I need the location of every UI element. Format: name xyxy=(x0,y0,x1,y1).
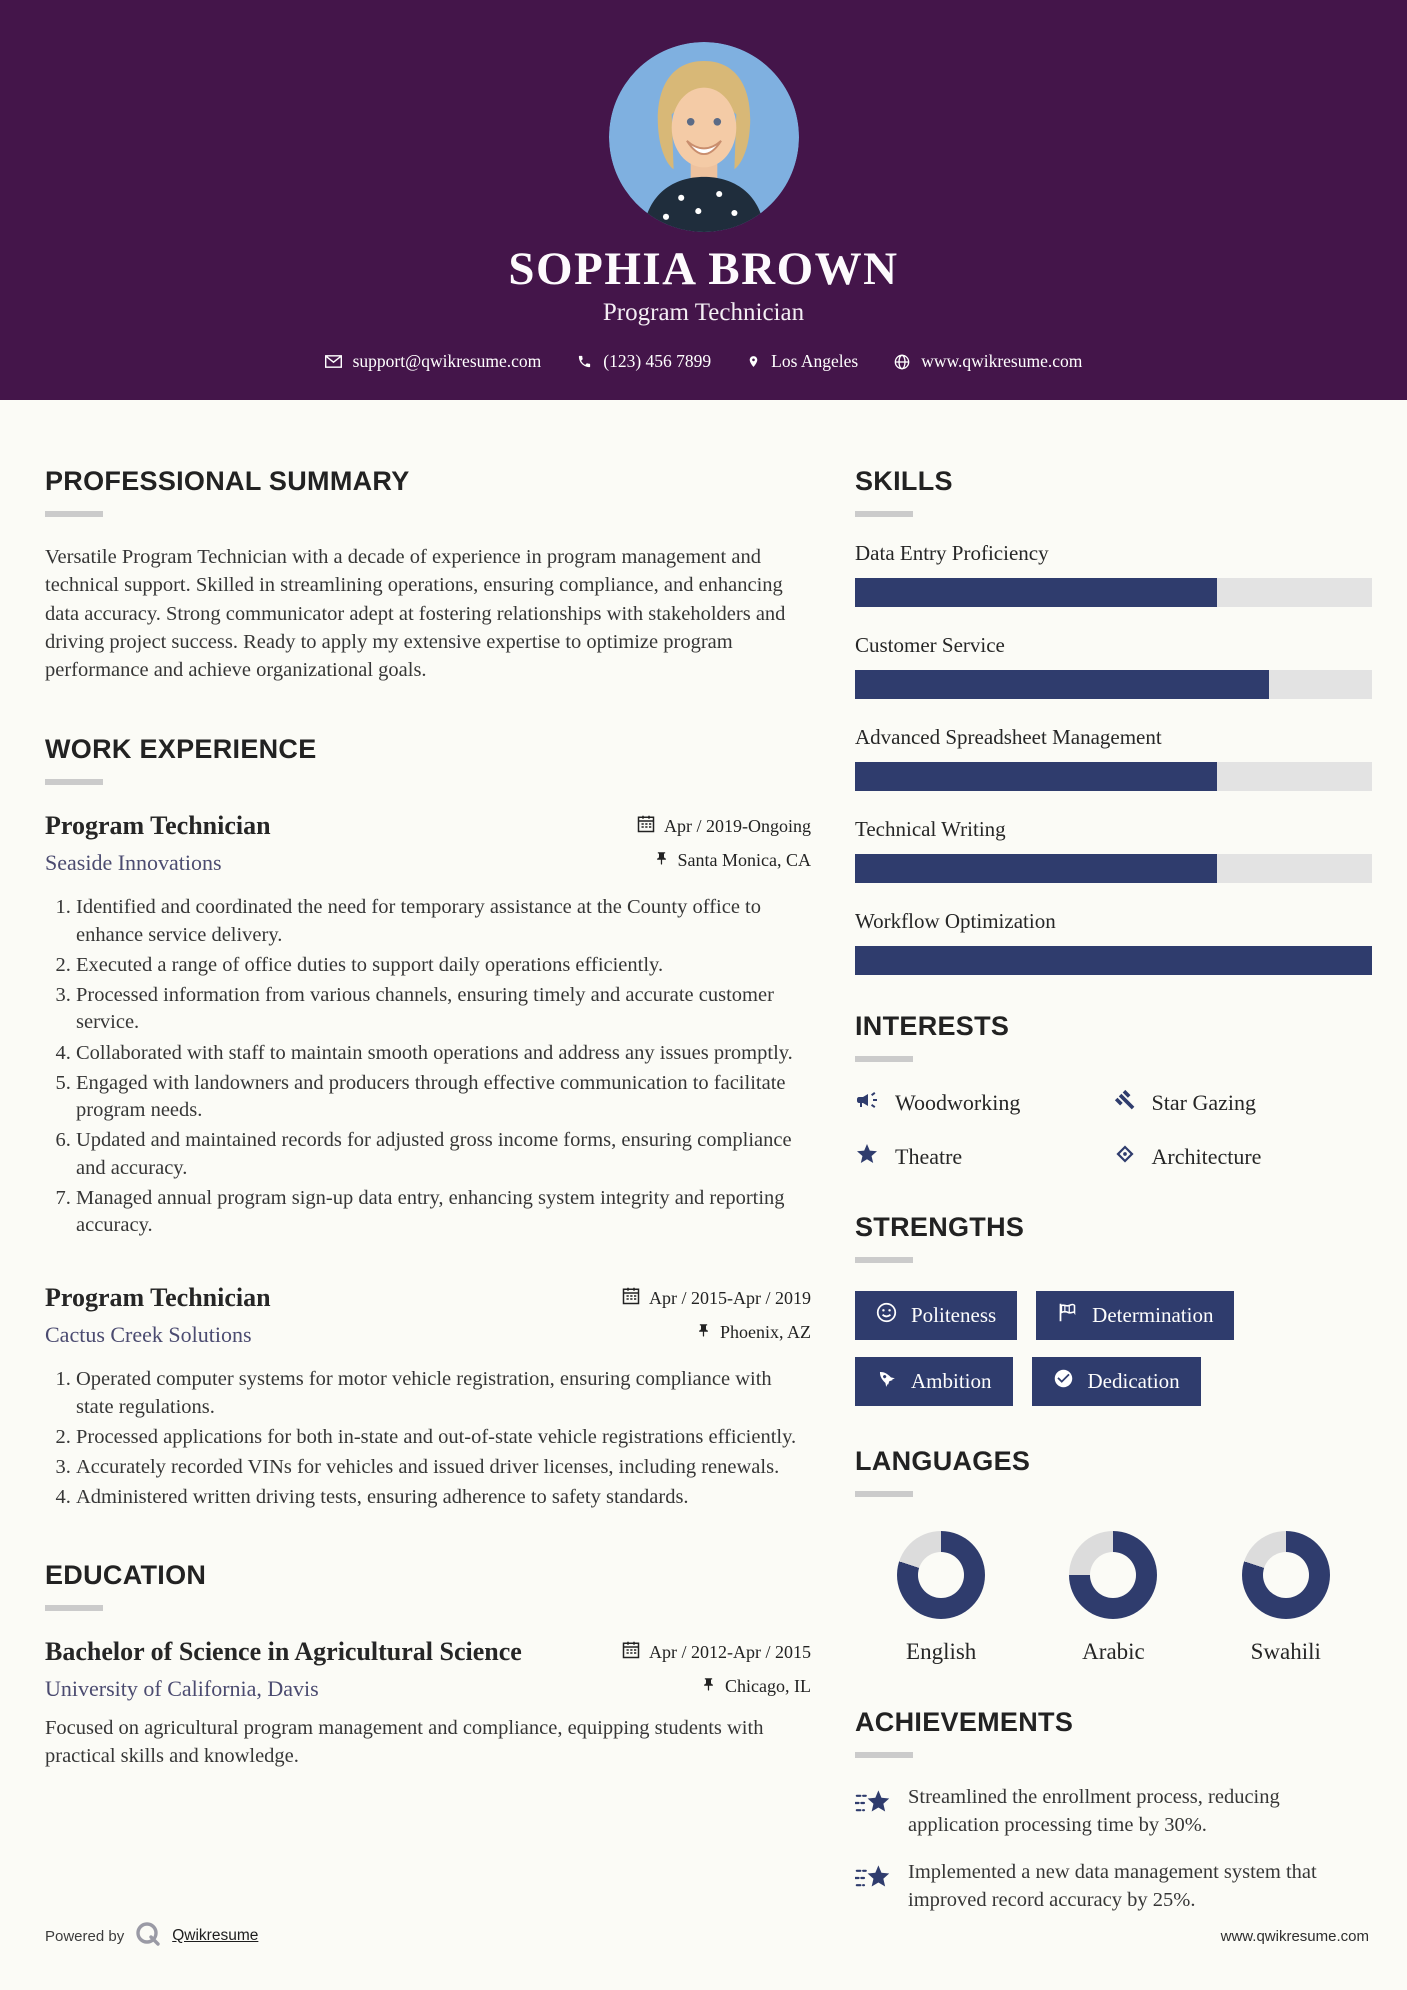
education-heading: EDUCATION xyxy=(45,1559,207,1590)
skill-bar-track xyxy=(855,578,1372,607)
section-education xyxy=(45,1560,811,1771)
achievements-heading: ACHIEVEMENTS xyxy=(855,1707,1074,1737)
footer-website: www.qwikresume.com xyxy=(1220,1927,1369,1945)
interest-label: Woodworking xyxy=(895,1090,1021,1115)
pushpin-icon xyxy=(701,1676,716,1697)
check-circle-icon xyxy=(1053,1368,1074,1395)
strength-label: Dedication xyxy=(1087,1369,1180,1393)
job-meta xyxy=(637,811,811,876)
section-interests xyxy=(855,1011,1372,1172)
work-heading: WORK EXPERIENCE xyxy=(45,734,317,765)
language-item xyxy=(855,1531,1027,1665)
skill-row xyxy=(855,909,1372,975)
job-bullet-list xyxy=(45,894,811,1239)
job-bullet: 7. Managed annual program sign-up data entry, enhancing system integrity and reporting accuracy. xyxy=(76,1185,811,1240)
qwikresume-link[interactable]: Qwikresume xyxy=(172,1927,259,1944)
achievement-text: Streamlined the enrollment process, reducing application processing time by 30%. xyxy=(908,1786,1280,1836)
job-bullet: 4. Administered written driving tests, ensuring adherence to safety standards. xyxy=(76,1484,811,1511)
education-header xyxy=(45,1637,811,1702)
summary-heading: PROFESSIONAL SUMMARY xyxy=(45,466,410,496)
education-entry xyxy=(45,1637,811,1771)
strength-badge xyxy=(1032,1357,1201,1406)
contact-location-text: Los Angeles xyxy=(771,351,859,371)
interest-item xyxy=(855,1142,1114,1172)
header xyxy=(0,0,1407,400)
job-bullet: 1. Operated computer systems for motor vehicle registration, ensuring compliance with state regulations. xyxy=(76,1366,811,1421)
job-bullet: 2. Executed a range of office duties to support daily operations efficiently. xyxy=(76,952,811,979)
achievement-text: Implemented a new data management system that improved record accuracy by 25%. xyxy=(908,1861,1317,1912)
strength-badges xyxy=(855,1291,1372,1406)
skill-row xyxy=(855,725,1372,791)
job-bullet: 5. Engaged with landowners and producers through effective communication to facilitate program needs. xyxy=(76,1070,811,1125)
job-bullet-list xyxy=(45,1366,811,1511)
email-icon xyxy=(325,355,342,368)
strengths-heading: STRENGTHS xyxy=(855,1212,1025,1242)
contact-row xyxy=(0,351,1407,372)
heading-rule xyxy=(45,1605,103,1611)
footer xyxy=(45,1920,1369,1952)
strength-label: Ambition xyxy=(911,1369,992,1393)
job-header xyxy=(45,811,811,876)
achievement-item xyxy=(855,1784,1372,1839)
education-dates xyxy=(622,1641,811,1664)
megaphone-icon xyxy=(855,1088,879,1118)
interest-item xyxy=(1114,1142,1373,1172)
strength-badge xyxy=(855,1291,1017,1340)
language-item xyxy=(1027,1531,1199,1665)
candidate-name: SOPHIA BROWN xyxy=(508,243,899,295)
skill-label: Advanced Spreadsheet Management xyxy=(855,725,1162,749)
job-company: Seaside Innovations xyxy=(45,850,222,876)
footer-branding xyxy=(45,1920,258,1952)
pushpin-icon xyxy=(696,1322,711,1343)
contact-website xyxy=(894,351,1082,372)
interests-heading: INTERESTS xyxy=(855,1011,1010,1041)
education-location xyxy=(622,1676,811,1697)
job-location xyxy=(622,1322,811,1343)
section-strengths xyxy=(855,1212,1372,1406)
heading-rule xyxy=(855,1491,913,1497)
contact-location xyxy=(747,351,858,372)
skills-heading: SKILLS xyxy=(855,466,953,496)
language-donut-chart xyxy=(897,1531,985,1619)
skill-bar-fill xyxy=(855,762,1217,791)
location-pin-icon xyxy=(747,353,760,370)
skill-bar-track xyxy=(855,854,1372,883)
education-description: Focused on agricultural program management and compliance, equipping students with practical skills and knowledge. xyxy=(45,1716,764,1767)
language-label: Arabic xyxy=(1082,1639,1145,1664)
globe-icon xyxy=(894,354,910,370)
skill-row xyxy=(855,817,1372,883)
interest-label: Theatre xyxy=(895,1144,963,1169)
job-title-block xyxy=(45,811,271,876)
contact-email-text: support@qwikresume.com xyxy=(352,351,542,371)
skill-bar-track xyxy=(855,762,1372,791)
section-skills xyxy=(855,466,1372,975)
gavel-icon xyxy=(1114,1089,1136,1117)
language-item xyxy=(1200,1531,1372,1665)
education-degree: Bachelor of Science in Agricultural Science xyxy=(45,1636,522,1666)
skill-bar-fill xyxy=(855,670,1269,699)
shooting-star-icon xyxy=(855,1784,891,1839)
education-meta xyxy=(622,1637,811,1702)
job-bullet: 3. Accurately recorded VINs for vehicles and issued driver licenses, including renewals. xyxy=(76,1454,811,1481)
job-dates-text: Apr / 2019-Ongoing xyxy=(664,816,811,837)
job-company: Cactus Creek Solutions xyxy=(45,1322,252,1348)
heading-rule xyxy=(855,1257,913,1263)
contact-phone-text: (123) 456 7899 xyxy=(603,351,712,371)
strength-badge xyxy=(855,1357,1013,1406)
skill-bar-fill xyxy=(855,946,1372,975)
profile-photo-image xyxy=(609,42,799,232)
flag-icon xyxy=(1057,1302,1078,1329)
interest-item xyxy=(855,1088,1114,1118)
job-bullet: 6. Updated and maintained records for adjusted gross income forms, ensuring compliance and accuracy. xyxy=(76,1127,811,1182)
heading-rule xyxy=(855,1752,913,1758)
achievement-item xyxy=(855,1859,1372,1914)
interest-item xyxy=(1114,1088,1373,1118)
contact-website-text: www.qwikresume.com xyxy=(921,351,1083,371)
interest-label: Architecture xyxy=(1151,1144,1262,1169)
language-donut-chart xyxy=(1069,1531,1157,1619)
candidate-title: Program Technician xyxy=(602,299,805,326)
job-bullet: 2. Processed applications for both in-state and out-of-state vehicle registrations efficiently. xyxy=(76,1424,811,1451)
section-work-experience xyxy=(45,734,811,1511)
shooting-star-icon xyxy=(855,1859,891,1914)
skill-list xyxy=(855,541,1372,975)
language-label: English xyxy=(906,1639,977,1664)
job-bullet: 1. Identified and coordinated the need for temporary assistance at the County office to enhance service delivery. xyxy=(76,894,811,949)
contact-phone xyxy=(577,351,711,372)
calendar-icon xyxy=(622,1287,640,1310)
skill-bar-track xyxy=(855,670,1372,699)
skill-row xyxy=(855,541,1372,607)
job-bullet: 4. Collaborated with staff to maintain smooth operations and address any issues promptly. xyxy=(76,1040,811,1067)
section-professional-summary xyxy=(45,466,811,684)
calendar-icon xyxy=(622,1641,640,1664)
job-meta xyxy=(622,1283,811,1348)
job-title: Program Technician xyxy=(45,811,271,841)
strength-badge xyxy=(1036,1291,1234,1340)
education-title-block xyxy=(45,1637,522,1702)
skill-bar-fill xyxy=(855,854,1217,883)
interest-label: Star Gazing xyxy=(1151,1090,1256,1115)
heading-rule xyxy=(855,511,913,517)
job-header xyxy=(45,1283,811,1348)
contact-email xyxy=(325,351,542,372)
smiley-icon xyxy=(876,1302,897,1329)
pushpin-icon xyxy=(654,850,669,871)
job-title: Program Technician xyxy=(45,1283,271,1313)
languages-heading: LANGUAGES xyxy=(855,1446,1031,1476)
language-row xyxy=(855,1531,1372,1665)
education-school: University of California, Davis xyxy=(45,1675,319,1701)
skill-bar-fill xyxy=(855,578,1217,607)
skill-label: Customer Service xyxy=(855,633,1005,657)
skill-bar-track xyxy=(855,946,1372,975)
main-content xyxy=(0,400,1407,1935)
skill-row xyxy=(855,633,1372,699)
language-label: Swahili xyxy=(1250,1639,1321,1664)
rocket-icon xyxy=(876,1368,897,1395)
left-column xyxy=(45,466,811,1935)
skill-label: Technical Writing xyxy=(855,817,1006,841)
section-languages xyxy=(855,1446,1372,1665)
interests-grid xyxy=(855,1088,1372,1172)
job-entry-1 xyxy=(45,811,811,1239)
phone-icon xyxy=(577,354,592,369)
heading-rule xyxy=(45,779,103,785)
job-bullet: 3. Processed information from various channels, ensuring timely and accurate customer service. xyxy=(76,982,811,1037)
education-dates-text: Apr / 2012-Apr / 2015 xyxy=(649,1641,811,1662)
achievement-list xyxy=(855,1784,1372,1915)
summary-text: Versatile Program Technician with a decade of experience in program management and technical support. Skilled in streamlining operations, ensuring compliance, and enhancing data accuracy. Strong communicator adept at fostering relationships with stakeholders and driving project success. Ready to apply my extensive expertise to optimize program performance and achieve organizational goals. xyxy=(45,546,786,682)
star-icon xyxy=(855,1142,879,1172)
powered-by-label: Powered by xyxy=(45,1927,125,1945)
job-dates-text: Apr / 2015-Apr / 2019 xyxy=(649,1288,811,1309)
skill-label: Workflow Optimization xyxy=(855,909,1056,933)
heading-rule xyxy=(45,511,103,517)
qwikresume-logo-icon xyxy=(134,1920,162,1952)
section-achievements xyxy=(855,1707,1372,1915)
job-title-block xyxy=(45,1283,271,1348)
right-column xyxy=(855,466,1372,1935)
job-location xyxy=(637,850,811,871)
skill-label: Data Entry Proficiency xyxy=(855,541,1049,565)
language-donut-chart xyxy=(1242,1531,1330,1619)
heading-rule xyxy=(855,1056,913,1062)
strength-label: Politeness xyxy=(911,1303,997,1327)
job-location-text: Santa Monica, CA xyxy=(677,850,811,871)
job-location-text: Phoenix, AZ xyxy=(719,1322,811,1343)
job-dates xyxy=(622,1287,811,1310)
education-location-text: Chicago, IL xyxy=(725,1675,811,1696)
job-entry-2 xyxy=(45,1283,811,1511)
profile-photo xyxy=(609,42,799,232)
strength-label: Determination xyxy=(1092,1303,1214,1327)
certificate-icon xyxy=(1114,1143,1136,1171)
calendar-icon xyxy=(637,815,655,838)
job-dates xyxy=(637,815,811,838)
